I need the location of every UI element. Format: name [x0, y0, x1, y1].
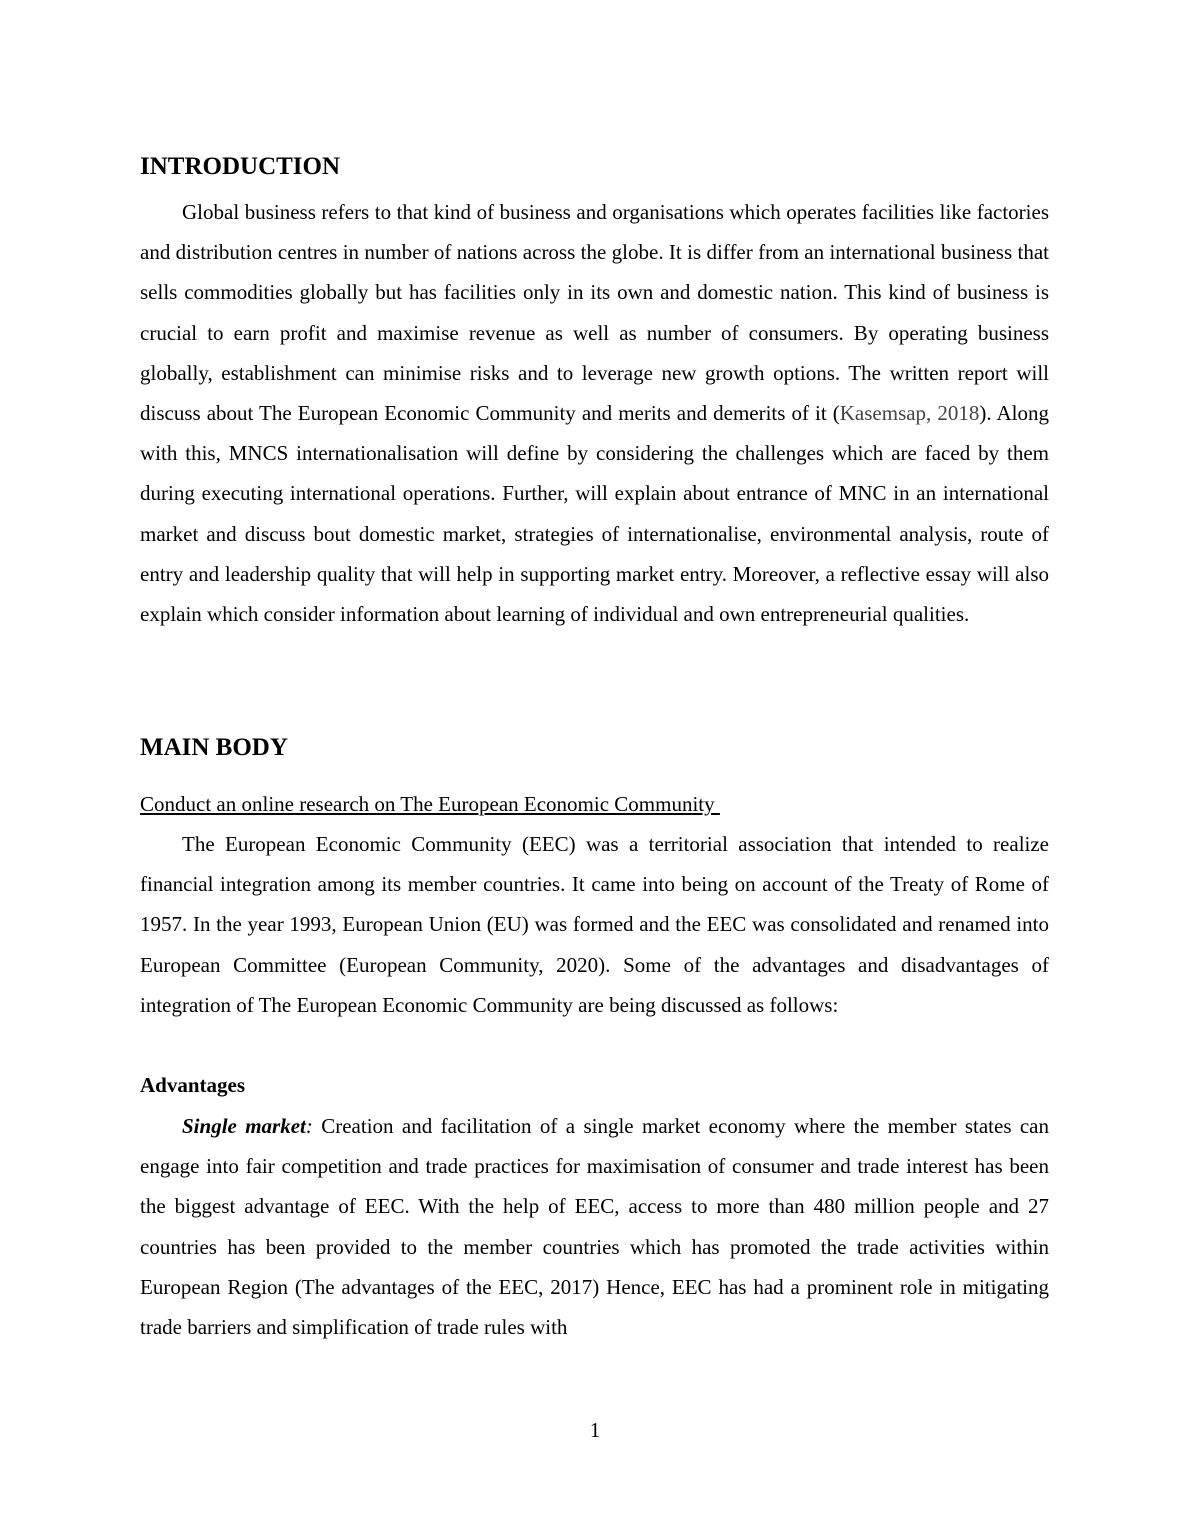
- research-subheading: Conduct an online research on The European Economic Community: [140, 792, 720, 816]
- single-market-label: Single market: [182, 1114, 306, 1138]
- citation-kasemsap: Kasemsap, 2018: [839, 401, 980, 426]
- single-market-colon: :: [305, 1114, 313, 1138]
- intro-text-1: Global business refers to that kind of business and organisations which operates facilities like factories and distribution centres in number of nations across the globe. It is differ from an international business that sells commodities globally but has facilities only in its own and domestic nation. This kind of business is crucial to earn profit and maximise revenue as well as number of consumers. By operating business globally, establishment can minimise risks and to leverage new growth options. The written report will discuss about The European Economic Community and merits and demerits of it (: [140, 200, 1049, 426]
- single-market-text: Creation and facilitation of a single market economy where the member states can engage into fair competition and trade practices for maximisation of consumer and trade interest has been the biggest advantage of EEC. With the help of EEC, access to more than 480 million people and 27 countries has been provided to the member countries which has promoted the trade activities within European Region (The advantages of the EEC, 2017) Hence, EEC has had a prominent role in mitigating trade barriers and simplification of trade rules with: [140, 1114, 1049, 1340]
- introduction-paragraph: [140, 192, 1049, 634]
- introduction-heading: INTRODUCTION: [140, 153, 341, 180]
- main-body-heading: MAIN BODY: [140, 734, 288, 761]
- eec-paragraph: The European Economic Community (EEC) was a territorial association that intended to realize financial integration among its member countries. It came into being on account of the Treaty of Rome of 1957. In the year 1993, European Union (EU) was formed and the EEC was consolidated and renamed into European Committee (European Community, 2020). Some of the advantages and disadvantages of integration of The European Economic Community are being discussed as follows:: [140, 832, 1049, 1017]
- intro-text-2: ). Along with this, MNCS internationalisation will define by considering the challenges which are faced by them during executing international operations. Further, will explain about entrance of MNC in an international market and discuss bout domestic market, strategies of internationalise, environmental analysis, route of entry and leadership quality that will help in supporting market entry. Moreover, a reflective essay will also explain which consider information about learning of individual and own entrepreneurial qualities.: [140, 401, 1049, 627]
- single-market-paragraph: [140, 1106, 1049, 1347]
- advantages-heading: Advantages: [140, 1073, 246, 1097]
- page-number: 1: [589, 1418, 601, 1442]
